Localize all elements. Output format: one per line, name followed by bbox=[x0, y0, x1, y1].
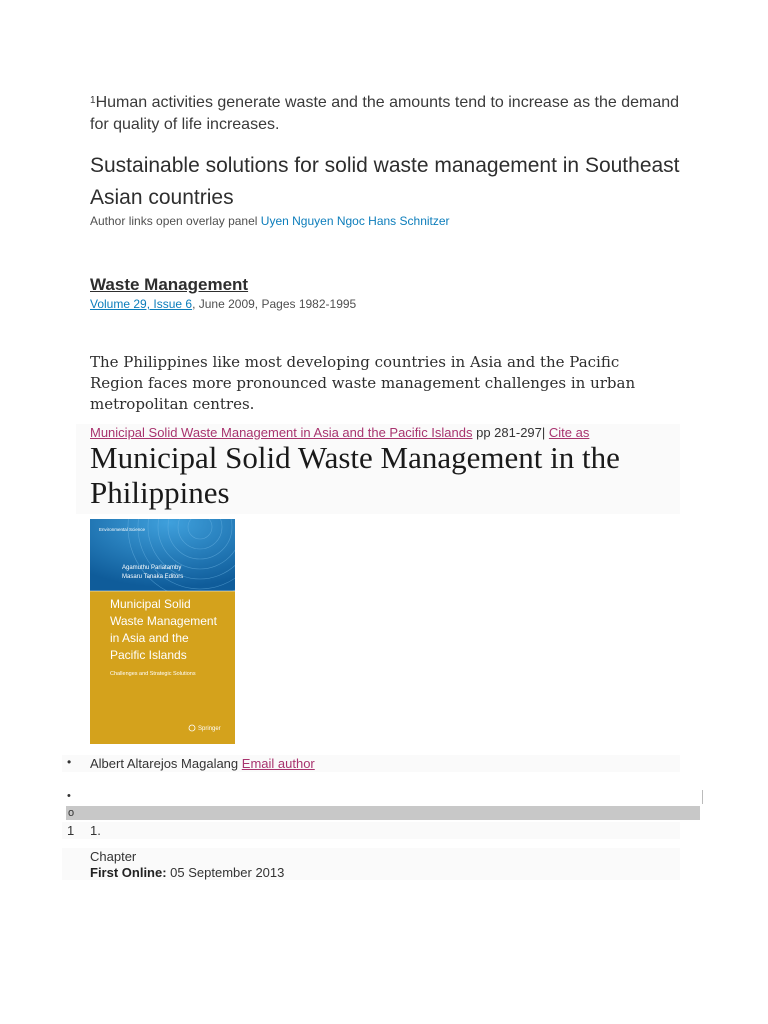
nested-list-bar bbox=[66, 806, 700, 820]
first-online-label: First Online: bbox=[90, 865, 167, 880]
cite-as-link[interactable]: Cite as bbox=[548, 425, 590, 440]
circle-marker: o bbox=[68, 807, 75, 819]
book-reference-line bbox=[90, 425, 589, 440]
footnote-marker: 1 bbox=[90, 95, 96, 106]
chapter-title: Municipal Solid Waste Management in the Philippines bbox=[90, 440, 620, 510]
journal-title[interactable]: Waste Management bbox=[90, 275, 249, 294]
book-pages: pp 281-297| bbox=[472, 425, 546, 440]
author-prefix: Author links open overlay panel bbox=[90, 214, 258, 228]
svg-text:Municipal Solid Waste Ma: Municipal Solid Waste Management in Asia and the Pacific Islands bbox=[110, 597, 217, 662]
empty-bullet-marker: • bbox=[67, 790, 71, 802]
volume-line bbox=[90, 297, 356, 311]
chapter-info bbox=[62, 848, 680, 880]
cover-publisher: Springer bbox=[198, 726, 221, 732]
divider bbox=[702, 790, 703, 804]
volume-link[interactable]: Volume 29, Issue 6 bbox=[90, 297, 193, 311]
author-list-item bbox=[62, 755, 680, 772]
cover-editor-1: Agamuthu Pariatamby bbox=[122, 565, 182, 571]
article-title: Sustainable solutions for solid waste management in Southeast Asian countries bbox=[90, 154, 680, 209]
author-names-link[interactable]: Uyen Nguyen Ngoc Hans Schnitzer bbox=[260, 214, 450, 228]
cover-editor-2: Masaru Tanaka Editors bbox=[122, 574, 184, 580]
number-marker: 1 bbox=[67, 823, 75, 838]
content-type: Chapter bbox=[90, 849, 137, 864]
numbered-item: 1. bbox=[90, 823, 101, 838]
philippines-paragraph: The Philippines like most developing countries in Asia and the Pacific Region faces more pronounced waste management challenges in urban metropolitan centres. bbox=[90, 353, 636, 413]
numbered-list-row bbox=[62, 822, 680, 839]
cover-series: Environmental Science bbox=[99, 527, 146, 532]
book-cover-image[interactable] bbox=[90, 519, 235, 744]
author-links bbox=[90, 214, 450, 228]
intro-text: Human activities generate waste and the amounts tend to increase as the demand for quality of life increases. bbox=[90, 94, 680, 133]
cover-subtitle: Challenges and Strategic Solutions bbox=[110, 671, 196, 677]
book-title-link[interactable]: Municipal Solid Waste Management in Asia and the Pacific Islands bbox=[90, 425, 473, 440]
volume-details: , June 2009, Pages 1982-1995 bbox=[192, 297, 357, 311]
bullet-marker: • bbox=[67, 755, 72, 769]
first-online bbox=[90, 865, 284, 880]
first-online-date: 05 September 2013 bbox=[166, 865, 285, 880]
intro-paragraph bbox=[90, 92, 690, 136]
chapter-author-name: Albert Altarejos Magalang bbox=[90, 756, 239, 771]
email-author-link[interactable]: Email author bbox=[241, 756, 315, 771]
